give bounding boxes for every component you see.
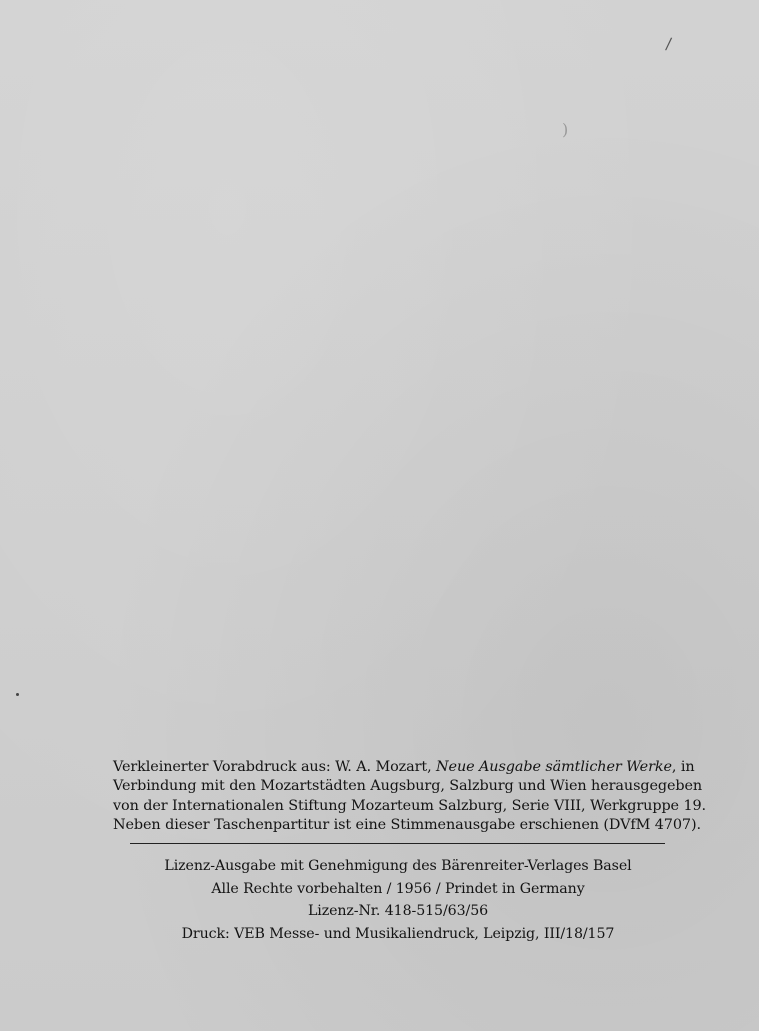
imprint-line-3: von der Internationalen Stiftung Mozarteum Salzburg, Serie VIII, Werkgruppe 19. (113, 797, 707, 814)
printer-line: Druck: VEB Messe- und Musikaliendruck, Leipzig, III/18/157 (181, 925, 615, 942)
imprint-paragraph (113, 758, 707, 835)
pencil-mark: / (664, 33, 673, 54)
edition-title: Neue Ausgabe sämtlicher Werke (436, 759, 672, 775)
license-number: Lizenz-Nr. 418-515/63/56 (307, 903, 489, 919)
license-line-2: Alle Rechte vorbehalten / 1956 / Prindet in Germany (211, 880, 585, 897)
license-line-1: Lizenz-Ausgabe mit Genehmigung des Bärenreiter-Verlages Basel (164, 858, 632, 874)
speck-mark (16, 693, 19, 696)
imprint-line-4: Neben dieser Taschenpartitur ist eine Stimmenausgabe erschienen (DVfM 4707). (113, 816, 701, 833)
license-block (113, 855, 683, 945)
imprint-line-1-suffix: , in (671, 759, 695, 775)
imprint-line-1-prefix: Verkleinerter Vorabdruck aus: W. A. Mozart, (113, 759, 437, 775)
faint-mark: ) (562, 120, 569, 139)
imprint-line-2: Verbindung mit den Mozartstädten Augsburg, Salzburg und Wien herausgegeben (113, 778, 703, 795)
divider-rule (130, 843, 665, 844)
imprint-line-1 (113, 758, 695, 777)
